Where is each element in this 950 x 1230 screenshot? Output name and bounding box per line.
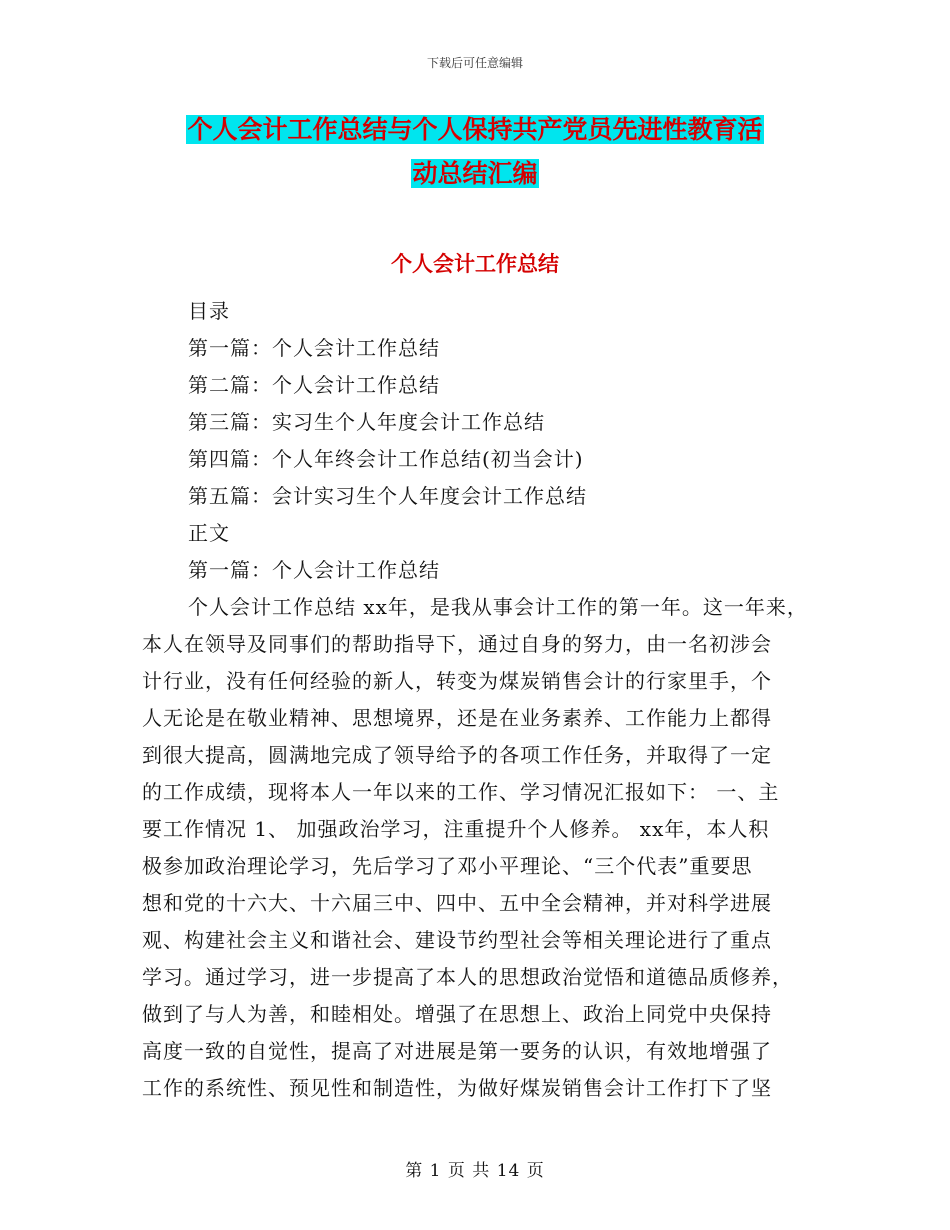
paragraph-line: 本人在领导及同事们的帮助指导下，通过自身的努力，由一名初涉会	[142, 632, 772, 656]
paragraph-line: 个人会计工作总结 xx年，是我从事会计工作的第一年。这一年来，	[188, 595, 808, 619]
paragraph-line: 做到了与人为善，和睦相处。增强了在思想上、政治上同党中央保持	[142, 1002, 772, 1026]
paragraph-line: 计行业，没有任何经验的新人，转变为煤炭销售会计的行家里手，个	[142, 669, 772, 693]
header-note: 下载后可任意编辑	[426, 56, 523, 70]
paragraph-line: 的工作成绩，现将本人一年以来的工作、学习情况汇报如下： 一、主	[142, 780, 780, 804]
paragraph-line: 极参加政治理论学习，先后学习了邓小平理论、“三个代表”重要思	[142, 854, 753, 878]
page-footer: 第 1 页 共 14 页	[405, 1161, 545, 1181]
toc-heading: 目录	[188, 299, 230, 323]
toc-item: 第四篇：个人年终会计工作总结(初当会计)	[188, 447, 584, 471]
document-title-line-2	[0, 157, 950, 191]
paragraph-line: 观、构建社会主义和谐社会、建设节约型社会等相关理论进行了重点	[142, 928, 772, 952]
paragraph-line: 高度一致的自觉性，提高了对进展是第一要务的认识，有效地增强了	[142, 1039, 772, 1063]
body-heading: 正文	[188, 521, 230, 545]
toc-item: 第一篇：个人会计工作总结	[188, 336, 440, 360]
paragraph-line: 人无论是在敬业精神、思想境界，还是在业务素养、工作能力上都得	[142, 706, 772, 730]
paragraph-line: 到很大提高，圆满地完成了领导给予的各项工作任务，并取得了一定	[142, 743, 772, 767]
toc-item: 第三篇：实习生个人年度会计工作总结	[188, 410, 545, 434]
paragraph-line: 要工作情况 1、 加强政治学习，注重提升个人修养。 xx年，本人积	[142, 817, 770, 841]
title-highlight: 动总结汇编	[412, 159, 538, 188]
section-title: 个人会计工作总结	[391, 252, 559, 276]
chapter-heading: 第一篇：个人会计工作总结	[188, 558, 440, 582]
document-title-line-1	[0, 113, 950, 147]
toc-item: 第五篇：会计实习生个人年度会计工作总结	[188, 484, 587, 508]
paragraph-line: 工作的系统性、预见性和制造性，为做好煤炭销售会计工作打下了坚	[142, 1076, 772, 1100]
title-highlight: 个人会计工作总结与个人保持共产党员先进性教育活	[187, 115, 763, 144]
toc-item: 第二篇：个人会计工作总结	[188, 373, 440, 397]
paragraph-line: 想和党的十六大、十六届三中、四中、五中全会精神，并对科学进展	[142, 891, 772, 915]
paragraph-line: 学习。通过学习，进一步提高了本人的思想政治觉悟和道德品质修养，	[142, 965, 793, 989]
